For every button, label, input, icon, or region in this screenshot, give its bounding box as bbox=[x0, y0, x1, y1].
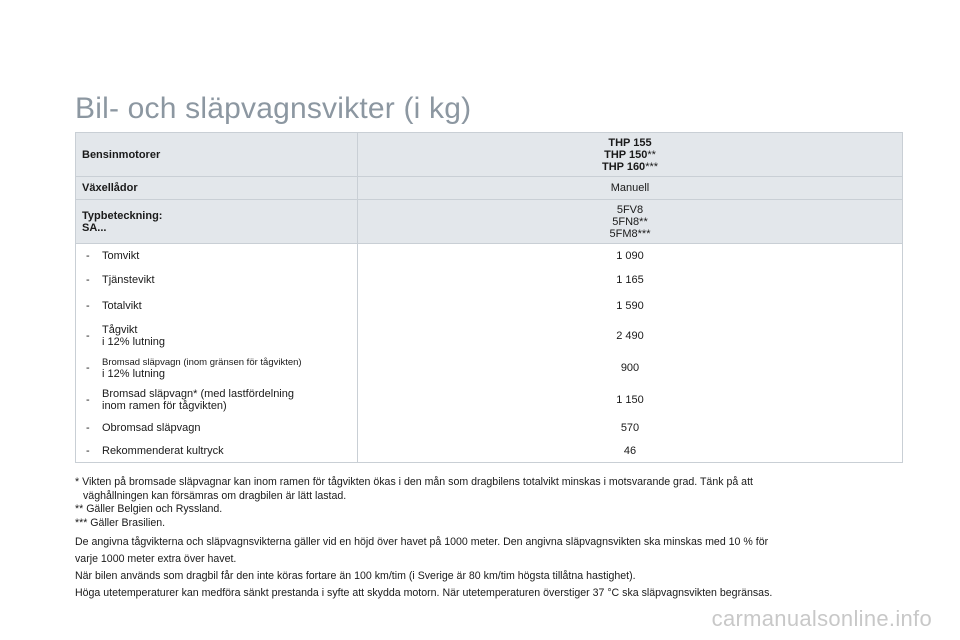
paragraph-3: Höga utetemperaturer kan medföra sänkt prestanda i syfte att skydda motorn. När utetemperaturen överstiger 37 °C ska släpvagnsvikten begränsas. bbox=[75, 587, 773, 599]
type-label-line-2: SA... bbox=[82, 221, 107, 234]
row-dash: - bbox=[86, 394, 90, 406]
row-dash: - bbox=[86, 274, 90, 286]
gearbox-label: Växellådor bbox=[76, 177, 358, 200]
info-paragraphs bbox=[75, 534, 905, 602]
row-label bbox=[76, 244, 358, 268]
row-label-line-1: Bromsad släpvagn (inom gränsen för tågvikten) bbox=[102, 357, 302, 368]
type-value-line-3: 5FM8*** bbox=[609, 227, 651, 240]
engine-line-3 bbox=[364, 161, 896, 173]
row-dash: - bbox=[86, 362, 90, 374]
row-label-line-2: i 12% lutning bbox=[102, 336, 165, 348]
row-dash: - bbox=[86, 422, 90, 434]
row-label bbox=[76, 320, 358, 353]
row-label bbox=[76, 268, 358, 293]
table-row bbox=[76, 268, 903, 293]
engine-line-2-stars: ** bbox=[647, 148, 656, 161]
engine-line-2 bbox=[364, 149, 896, 161]
engine-line-3-text: THP 160 bbox=[601, 160, 646, 173]
row-label bbox=[76, 440, 358, 463]
paragraph-2: När bilen används som dragbil får den inte köras fortare än 100 km/tim (i Sverige är 80 km/tim högsta tillåtna hastighet). bbox=[75, 570, 636, 582]
type-value-line-2: 5FN8** bbox=[612, 215, 648, 228]
table-row bbox=[76, 293, 903, 320]
row-label-line-1: Tågvikt bbox=[102, 324, 138, 336]
paragraph-1-line-1: De angivna tågvikterna och släpvagnsvikterna gäller vid en höjd över havet på 1000 meter. Den angivna släpvagnsvikten ska minskas med 10 % för bbox=[75, 536, 769, 548]
engine-line-1: THP 155 bbox=[608, 136, 652, 149]
gearbox-value: Manuell bbox=[358, 177, 903, 200]
table-row bbox=[76, 353, 903, 384]
row-value: 900 bbox=[358, 353, 903, 384]
table-row bbox=[76, 244, 903, 268]
footnote-1-line-2: väghållningen kan försämras om dragbilen är lätt lastad. bbox=[83, 489, 347, 502]
engine-row bbox=[76, 133, 903, 177]
row-value: 1 165 bbox=[358, 268, 903, 293]
footnote-3: *** Gäller Brasilien. bbox=[75, 516, 166, 529]
type-label-line-1: Typbeteckning: bbox=[82, 209, 163, 222]
weights-table bbox=[75, 132, 903, 463]
row-label-text: Tjänstevikt bbox=[102, 274, 155, 286]
row-label-text: Rekommenderat kultryck bbox=[102, 444, 224, 457]
row-value: 570 bbox=[358, 417, 903, 440]
engine-line-3-stars: *** bbox=[645, 160, 659, 173]
table-row bbox=[76, 440, 903, 463]
paragraph-1-line-2: varje 1000 meter extra över havet. bbox=[75, 553, 237, 565]
row-label-line-2: inom ramen för tågvikten) bbox=[102, 400, 227, 412]
row-dash: - bbox=[86, 444, 90, 457]
row-value: 1 090 bbox=[358, 244, 903, 268]
row-value: 1 590 bbox=[358, 293, 903, 320]
row-label-line-2: i 12% lutning bbox=[102, 368, 165, 380]
row-value: 2 490 bbox=[358, 320, 903, 353]
type-values bbox=[358, 200, 903, 244]
row-value: 1 150 bbox=[358, 384, 903, 417]
row-label bbox=[76, 384, 358, 417]
footnote-2: ** Gäller Belgien och Ryssland. bbox=[75, 503, 223, 515]
row-dash: - bbox=[86, 300, 90, 312]
row-value: 46 bbox=[358, 440, 903, 463]
footnote-1-line-1: * Vikten på bromsade släpvagnar kan inom ramen för tågvikten ökas i den mån som dragbilens totalvikt minskas i motsvarande grad. Tänk på att bbox=[75, 476, 753, 488]
row-label-text bbox=[102, 388, 294, 412]
table-row bbox=[76, 320, 903, 353]
page-title: Bil- och släpvagnsvikter (i kg) bbox=[75, 92, 472, 125]
table-row bbox=[76, 417, 903, 440]
row-label-text bbox=[102, 356, 302, 380]
notes-section bbox=[75, 476, 905, 602]
row-label-text: Totalvikt bbox=[102, 300, 142, 312]
row-label-text bbox=[102, 324, 165, 348]
row-dash: - bbox=[86, 249, 90, 262]
row-label bbox=[76, 293, 358, 320]
row-label bbox=[76, 417, 358, 440]
row-label bbox=[76, 353, 358, 384]
engine-values bbox=[358, 133, 903, 177]
gearbox-row bbox=[76, 177, 903, 200]
row-label-text: Tomvikt bbox=[102, 249, 140, 262]
row-label-line-1: Bromsad släpvagn* (med lastfördelning bbox=[102, 388, 294, 400]
row-dash: - bbox=[86, 330, 90, 342]
engine-line-2-text: THP 150 bbox=[604, 148, 648, 161]
table-row bbox=[76, 384, 903, 417]
type-value-line-1: 5FV8 bbox=[616, 203, 644, 216]
type-label bbox=[76, 200, 358, 244]
row-label-text: Obromsad släpvagn bbox=[102, 422, 201, 434]
type-row bbox=[76, 200, 903, 244]
engine-label: Bensinmotorer bbox=[76, 133, 358, 177]
watermark: carmanualsonline.info bbox=[711, 606, 932, 631]
